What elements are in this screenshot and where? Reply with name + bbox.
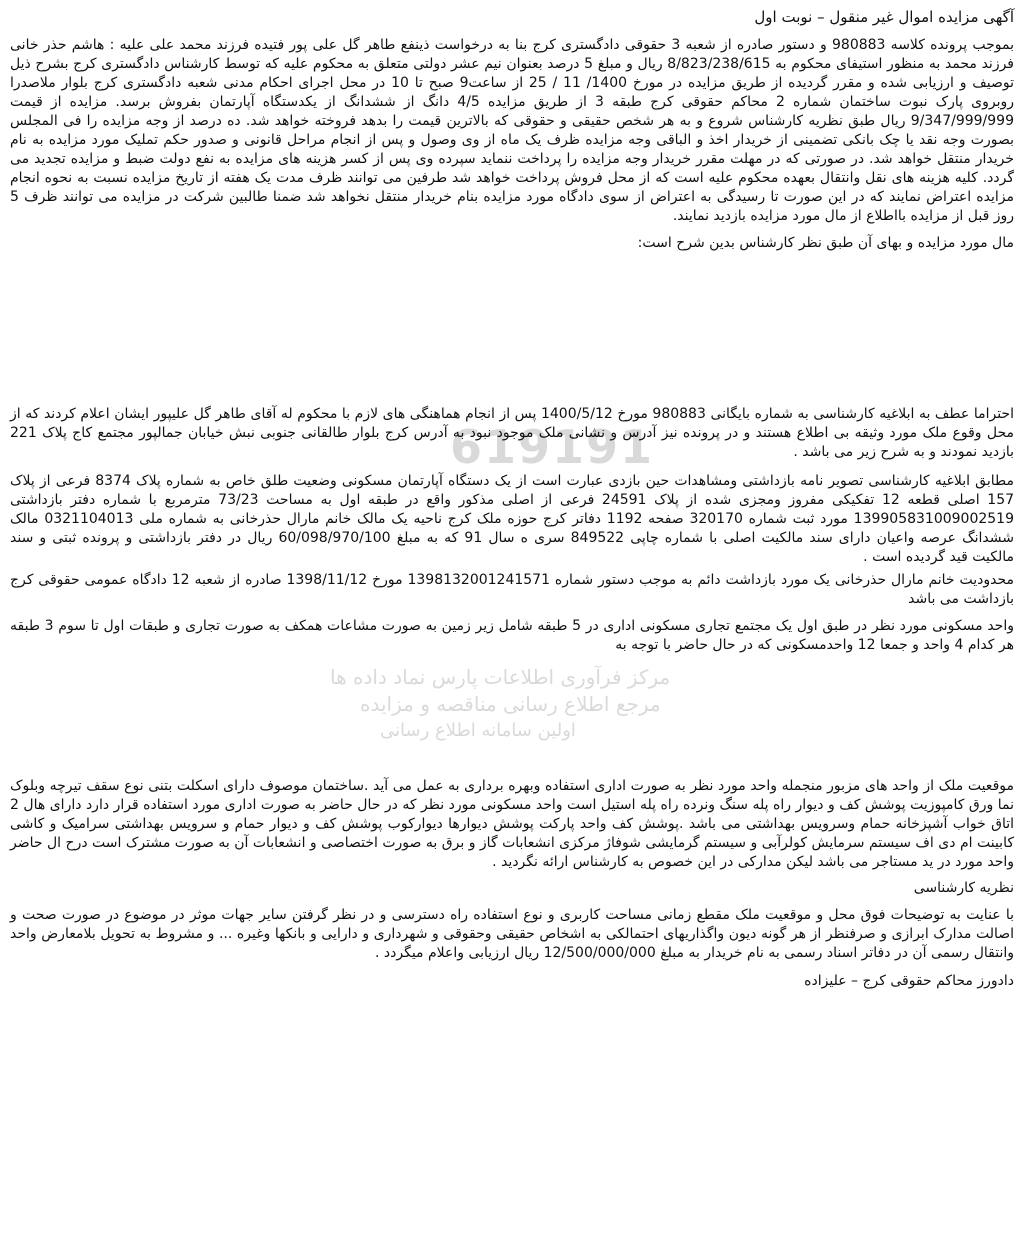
watermark-number: 619191 — [450, 420, 655, 474]
report-paragraph: احتراما عطف به ابلاغیه کارشناسی به شماره بایگانی 980883 مورخ 1400/5/12 پس از انجام هماهنگی های لازم با محکوم له آقای طاهر گل علیپور ایشان اعلام کردند که از محل وقوع ملک مورد وثیقه بی اطلاع هستند و در پرونده نیز آدرس و نشانی ملک موجود نبود به آدرس کرج بلوار طالقانی جنوبی نبش خیابان جمالپور مجتمع کاج پلاک 221 بازدید نمودند و به شرح زیر می باشد . — [10, 406, 1014, 460]
opinion-heading: نظریه کارشناسی — [913, 880, 1014, 896]
blank-space — [10, 253, 1014, 405]
watermark-line-1: مرکز فرآوری اطلاعات پارس نماد داده ها — [330, 665, 671, 689]
opinion-paragraph: با عنایت به توضیحات فوق محل و موقعیت ملک مقطع زمانی مساحت کاربری و نوع استفاده راه دسترسی و در نظر گرفتن سایر جهات موثر در موضوع در صورت صحت و اصالت مدارک ابرازی و صرفنظر از هر گونه دیون واگذاریهای احتمالکی به اشخاص حقیقی وحقوقی و شهرداری و دارایی و بانکها وغیره ... و مشروط به تحویل بلامعارض واحد وانتقال رسمی آن در دفاتر اسناد رسمی به نام خریدار به مبلغ 12/500/000/000 ریال ارزیابی واعلام میگردد . — [10, 907, 1014, 961]
signature-line: دادورز محاکم حقوقی کرج – علیزاده — [804, 973, 1014, 989]
unit-paragraph: واحد مسکونی مورد نظر در طبق اول یک مجتمع تجاری مسکونی اداری در 5 طبقه شامل زیر زمین به صورت مشاعات همکف به صورت تجاری و طبقات اول تا سوم 3 طبقه هر کدام 4 واحد و جمعا 12 واحدمسکونی که در حال حاضر با توجه به — [10, 618, 1014, 653]
intro-paragraph: بموجب پرونده کلاسه 980883 و دستور صادره از شعبه 3 حقوقی دادگستری کرج بنا به درخواست ذینفع طاهر گل علی پور فتیده فرزند محمد علی علیه : هاشم حذر خانی فرزند محمد به منظور استیفای محکوم به 8/823/238/615 ریال و مبلغ 5 درصد بعنوان نیم عشر دولتی متعلق به محکوم علیه که توسط کارشناس دادگستری کرج بشرح ذیل توصیف و ارزیابی شده و مقرر گردیده از طریق مزایده در مورخ 1400/ 11 / 25 از ساعت9 صبح تا 10 در محل اجرای احکام مدنی شعبه دادگستری کرج بلوار ملاصدرا روبروی پارک نبوت ساختمان شماره 2 محاکم حقوقی کرج طبقه 3 از طریق مزایده 4/5 دانگ از ششدانگ از یکدستگاه آپارتمان بفروش برسد. مزایده از قیمت 9/347/999/999 ریال طبق نظریه کارشناس شروع و به هر شخص حقیقی و حقوقی که بالاترین قیمت را بدهد فروخته خواهد شد. ده درصد از وجه مزایده را فی المجلس بصورت وجه نقد یا چک بانکی تضمینی از خریدار اخذ و الباقی وجه مزایده ظرف یک ماه از وی وصول و پس از انجام مراحل قانونی و صدور حکم تملیک مورد مزایده به نام خریدار منتقل خواهد شد. در صورتی که در مهلت مقرر خریدار وجه مزایده را پرداخت ننماید سپرده وی پس از کسر هزینه های مزایده به نفع دولت ضبط و مزایده تجدید می گردد. کلیه هزینه های نقل وانتقال بعهده محکوم علیه است که از محل فروش پرداخت خواهد شد طرفین می توانند ظرف مدت یک هفته از تاریخ مزایده نسبت به نحوه انجام مزایده اعتراض نمایند که در این صورت تا رسیدگی به اعتراض از سوی دادگاه مورد مزایده بنام خریدار منتقل نخواهد شد ضمنا طالبین شرکت در مزایده می توانند ظرف 5 روز قبل از مزایده بااطلاع از مال مورد مزایده بازدید نمایند. — [10, 37, 1014, 224]
restriction-paragraph: محدودیت خانم مارال حذرخانی یک مورد بازداشت دائم به موجب دستور شماره 1398132001241571 مورخ 1398/11/12 صادره از شعبه 12 دادگاه عمومی حقوقی کرج بازداشت می باشد — [10, 572, 1014, 607]
blank-space-2 — [10, 655, 1014, 777]
subject-line: مال مورد مزایده و بهای آن طبق نظر کارشناس بدین شرح است: — [637, 235, 1014, 251]
watermark-line-2: مرجع اطلاع رسانی مناقصه و مزایده — [360, 692, 661, 716]
location-paragraph: موقعیت ملک از واحد های مزبور منجمله واحد مورد نظر به صورت اداری استفاده وبهره برداری به عمل می آید .ساختمان موصوف دارای اسکلت بتنی نوع سقف تیرچه وبلوک نما ورق کامپوزیت پوشش کف و دیوار راه پله سنگ ونرده راه پله استیل است واحد مسکونی مورد نظر که در حال حاضر به صورت اداری مورد استفاده قرار دارد دارای هال 2 اتاق خواب آشپزخانه حمام وسرویس بهداشتی می باشد .پوشش کف واحد پارکت پوشش دیوارها دیوارکوب پوشش کف و دیوار حمام و سرویس بهداشتی سرامیک و کاشی کابینت ام دی اف سیستم سرمایش کولرآبی و سیستم گرمایشی شوفاژ مرکزی انشعابات گاز و برق به صورت اختصاصی و انشعابات آن به صورت مشترک است درح ال حاضر واحد مورد در ید مستاجر می باشد لیکن مدارکی در این خصوص به کارشناس ارائه نگردید . — [10, 778, 1014, 870]
survey-paragraph: مطابق ابلاغیه کارشناسی تصویر نامه بازداشتی ومشاهدات حین بازدی عبارت است از یک دستگاه آپارتمان مسکونی وضعیت طلق خاص به شماره پلاک 8374 فرعی از پلاک 157 اصلی قطعه 12 تفکیکی مفروز ومجزی شده از پلاک 24591 فرعی از اصلی مذکور واقع در طبقه اول به مساحت 73/23 مترمربع با شماره دفتر بازداشتی 13990583100900251​9 مورد ثبت شماره 320170 صفحه 1192 دفاتر کرج حوزه ملک کرج ناحیه یک مالک خانم مارال حذرخانی به شماره ملی 0321104013 مالک ششدانگ عرصه واعیان دارای سند مالکیت اصلی با شماره چاپی 849522 سری ه سال 91 که به مبلغ 60/098/970/100 ریال در دفتر بازداشتی و پرونده ثبتی و سند مالکیت قید گردیده است . — [10, 473, 1015, 565]
notice-title: آگهی مزایده اموال غیر منقول – نوبت اول — [754, 8, 1014, 26]
watermark-line-3: اولین سامانه اطلاع رسانی — [380, 720, 576, 741]
notice-content — [10, 6, 1014, 991]
